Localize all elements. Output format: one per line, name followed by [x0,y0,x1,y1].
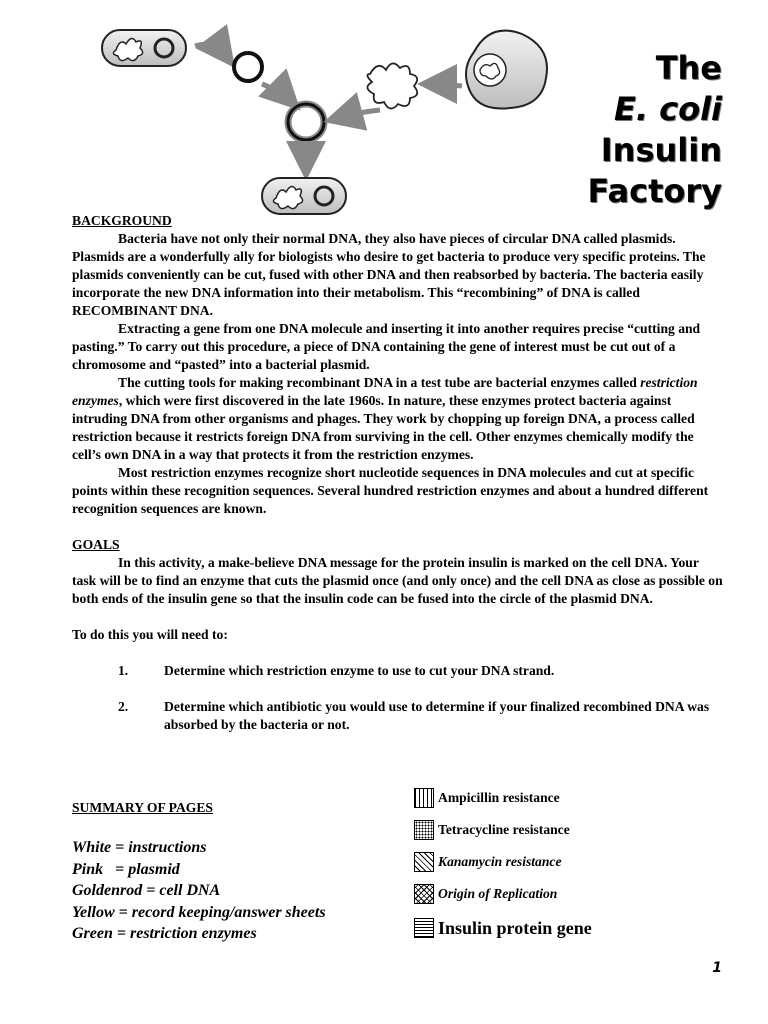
summary-item: Pink = plasmid [72,860,180,878]
cell-icon [466,31,547,109]
horizontal-stripes-swatch-icon [414,918,434,938]
legend-label: Origin of Replication [438,886,558,901]
arrow-icon [338,110,380,118]
page-number: 1 [712,960,722,976]
document-title [588,48,722,212]
goals-steps [72,662,724,734]
legend-item-ampicillin [414,788,592,808]
text-run: , which were first discovered in the late 1960s. In nature, these enzymes protect bacteria against intruding DNA from other organisms and phages. They work by chopping up foreign DNA, a process called restriction because it restricts foreign DNA from surviving in the cell. Other enzymes chemically modify the cell’s own DNA in a way that protects it from the restriction enzymes. [72,393,695,462]
bacterium-icon [102,30,186,66]
step-number: 2. [118,699,129,714]
legend-label: Ampicillin resistance [438,790,560,805]
background-paragraph: Most restriction enzymes recognize short nucleotide sequences in DNA molecules and cut at specific points within these recognition sequences. Several hundred restriction enzymes and about a hundred different recognition sequences are known. [72,465,709,516]
title-line: Insulin [600,131,722,169]
background-paragraph: Bacteria have not only their normal DNA, they also have pieces of circular DNA called plasmids. Plasmids are a wonderfully ally for biologists who desire to get bacteria to produce very specific proteins. The plasmids conveniently can be cut, fused with other DNA and then reabsorbed by bacteria. The bacteria easily incorporate the new DNA information into their metabolism. This “recombining” of DNA is called RECOMBINANT DNA. [72,231,706,318]
legend-item-tetracycline [414,820,592,840]
legend-item-insulin [414,918,592,938]
diagonal-stripes-swatch-icon [414,852,434,872]
restriction-enzymes-term: restriction enzymes [72,375,698,408]
goal-step [72,662,724,680]
vertical-stripes-swatch-icon [414,788,434,808]
step-text: Determine which restriction enzyme to use to cut your DNA strand. [164,663,555,678]
background-heading: BACKGROUND [72,213,172,228]
arrow-icon [262,84,290,100]
cut-plasmid-icon [288,104,324,140]
summary-item: Goldenrod = cell DNA [72,882,221,899]
recombinant-bacterium-icon [262,178,346,214]
legend-item-kanamycin [414,852,592,872]
goal-step [72,698,724,734]
title-line-organism: E. coli [613,90,722,128]
dots-swatch-icon [414,820,434,840]
plasmid-icon [234,53,262,81]
legend-label: Kanamycin resistance [438,854,562,869]
step-number: 1. [118,663,129,678]
arrow-icon [195,44,226,56]
document-body [72,212,724,752]
arrow-icon [432,84,462,86]
summary-list [72,837,326,945]
crosshatch-swatch-icon [414,884,434,904]
summary-item: Yellow = record keeping/answer sheets [72,903,326,921]
dna-fragment-icon [367,63,417,108]
legend [414,788,592,950]
summary-heading: SUMMARY OF PAGES [72,800,213,815]
summary-item: Green = restriction enzymes [72,925,257,942]
background-paragraph: Extracting a gene from one DNA molecule and inserting it into another requires precise “cutting and pasting.” To carry out this procedure, a piece of DNA containing the gene of interest must be cut out of a chromosome and “pasted” into a bacterial plasmid. [72,321,701,372]
background-paragraph [72,374,724,464]
title-line: Factory [587,172,722,210]
legend-label: Insulin protein gene [438,917,592,938]
goals-heading: GOALS [72,537,120,552]
legend-item-origin [414,884,592,904]
goals-lead: To do this you will need to: [72,627,228,642]
summary-item: White = instructions [72,839,207,856]
text-run: The cutting tools for making recombinant DNA in a test tube are bacterial enzymes called [118,375,641,390]
title-line: The [655,49,722,87]
legend-label: Tetracycline resistance [438,822,570,837]
goals-paragraph: In this activity, a make-believe DNA message for the protein insulin is marked on the cell DNA. Your task will be to find an enzyme that cuts the plasmid once (and only once) and the cell DNA as close as possible on both ends of the insulin gene so that the insulin code can be fused into the circle of the plasmid DNA. [72,555,723,606]
step-text: Determine which antibiotic you would use to determine if your finalized recombined DNA was absorbed by the bacteria or not. [164,699,710,732]
